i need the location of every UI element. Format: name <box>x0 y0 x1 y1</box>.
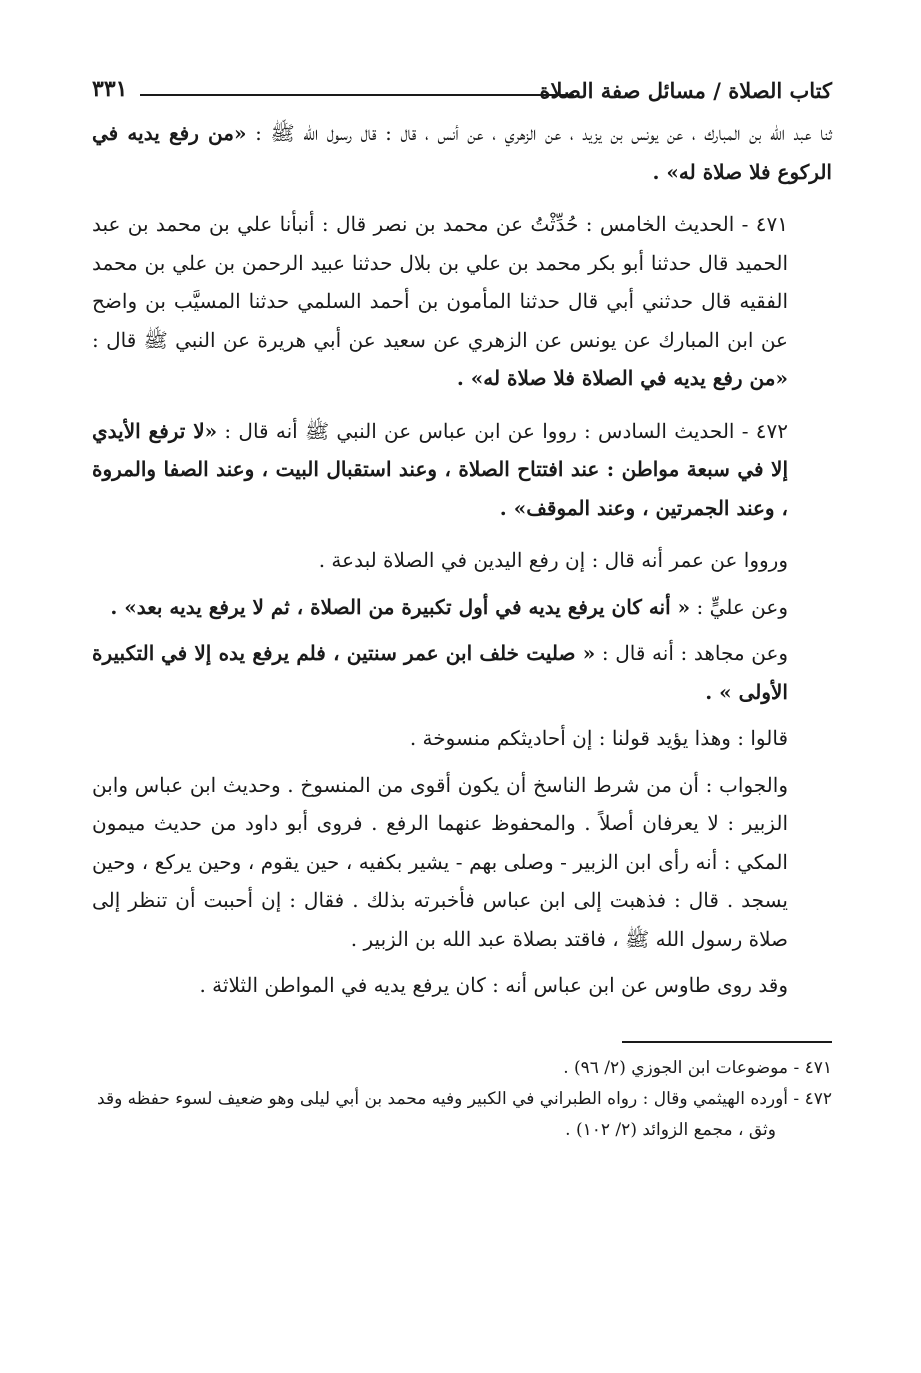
paragraph-ali-text: وعن عليٍّ : <box>696 594 788 619</box>
paragraph-mujahid-text: وعن مجاهد : أنه قال : <box>601 641 789 665</box>
paragraph-ali-quote: « أنه كان يرفع يديه في أول تكبيرة من الصلاة ، ثم لا يرفع يديه بعد» . <box>110 594 691 619</box>
header-title: كتاب الصلاة / مسائل صفة الصلاة <box>539 78 832 103</box>
hadith-472-quote: «لا ترفع الأيدي إلا في سبعة مواطن : عند افتتاح الصلاة ، وعند استقبال البيت ، وعند الصفا والمروة ، وعند الجمرتين ، وعند الموقف» . <box>92 418 788 520</box>
hadith-471-quote: «من رفع يديه في الصلاة فلا صلاة له» . <box>456 366 788 390</box>
paragraph-answer: والجواب : أن من شرط الناسخ أن يكون أقوى من المنسوخ . وحديث ابن عباس وابن الزبير : لا يعرفان أصلاً . والمحفوظ عنهما الرفع . فروى أبو داود من حديث ميمون المكي : أنه رأى ابن الزبير - وصلى بهم - يشير بكفيه ، حين يقوم ، وحين يركع ، وحين يسجد . قال : فذهبت إلى ابن عباس فأخبرته بذلك . فقال : إن أحببت أن تنظر إلى صلاة رسول الله ﷺ ، فاقتد بصلاة عبد الله بن الزبير . <box>92 772 788 951</box>
hadith-472 <box>92 412 832 528</box>
paragraph-1-text: ثنا عبد الله بن المبارك ، عن يونس بن يزيد ، عن الزهري ، عن أنس ، قال : قال رسول الله ﷺ : <box>255 121 833 145</box>
paragraph-qalu: قالوا : وهذا يؤيد قولنا : إن أحاديثكم منسوخة . <box>409 726 788 750</box>
paragraph-tawus: وقد روى طاوس عن ابن عباس أنه : كان يرفع يديه في المواطن الثلاثة . <box>199 973 788 997</box>
header-rule <box>140 94 574 96</box>
running-header <box>92 72 832 114</box>
paragraph-1-quote: «من رفع يديه في الركوع فلا صلاة له» . <box>92 121 832 184</box>
hadith-472-heading: ٤٧٢ - الحديث السادس : <box>584 418 788 443</box>
footnote-472-continued: وثق ، مجمع الزوائد (٢/ ١٠٢) . <box>565 1119 776 1140</box>
hadith-471-heading: ٤٧١ - الحديث الخامس : <box>585 212 788 236</box>
paragraph-ali <box>92 588 832 627</box>
paragraph-mujahid-quote: « صليت خلف ابن عمر سنتين ، فلم يرفع يده إلا في <box>160 641 596 665</box>
paragraph-umar: ورووا عن عمر أنه قال : إن رفع اليدين في الصلاة لبدعة . <box>318 548 788 572</box>
footnote-rule <box>622 1041 832 1043</box>
hadith-471-text: حُدِّثْتُ عن محمد بن نصر قال : أنبأنا علي بن محمد بن عبد الحميد قال حدثنا أبو بكر محمد بن علي بن بلال حدثنا عبيد الرحمن بن علي بن محمد الفقيه قال حدثني أبي قال حدثنا المأمون بن أحمد السلمي حدثنا المسيَّب بن واضح عن ابن المبارك عن يونس عن الزهري عن سعيد عن أبي هريرة عن النبي ﷺ قال : <box>92 212 788 352</box>
footnote-472: ٤٧٢ - أورده الهيثمي وقال : رواه الطبراني في الكبير وفيه محمد بن أبي ليلى وهو ضعيف لسوء حفظه وقد <box>97 1088 832 1109</box>
footnotes <box>92 1053 832 1146</box>
paragraph-mujahid <box>92 634 832 711</box>
book-page <box>92 72 832 1146</box>
footnote-471: ٤٧١ - موضوعات ابن الجوزي (٢/ ٩٦) . <box>563 1057 832 1078</box>
paragraph-mujahid-quote-end: التكبيرة الأولى » . <box>92 641 788 704</box>
hadith-472-text: رووا عن ابن عباس عن النبي ﷺ أنه قال : <box>224 418 577 443</box>
paragraph-1 <box>92 114 832 191</box>
page-number: ٣٣١ <box>92 76 128 102</box>
hadith-471 <box>92 205 832 398</box>
